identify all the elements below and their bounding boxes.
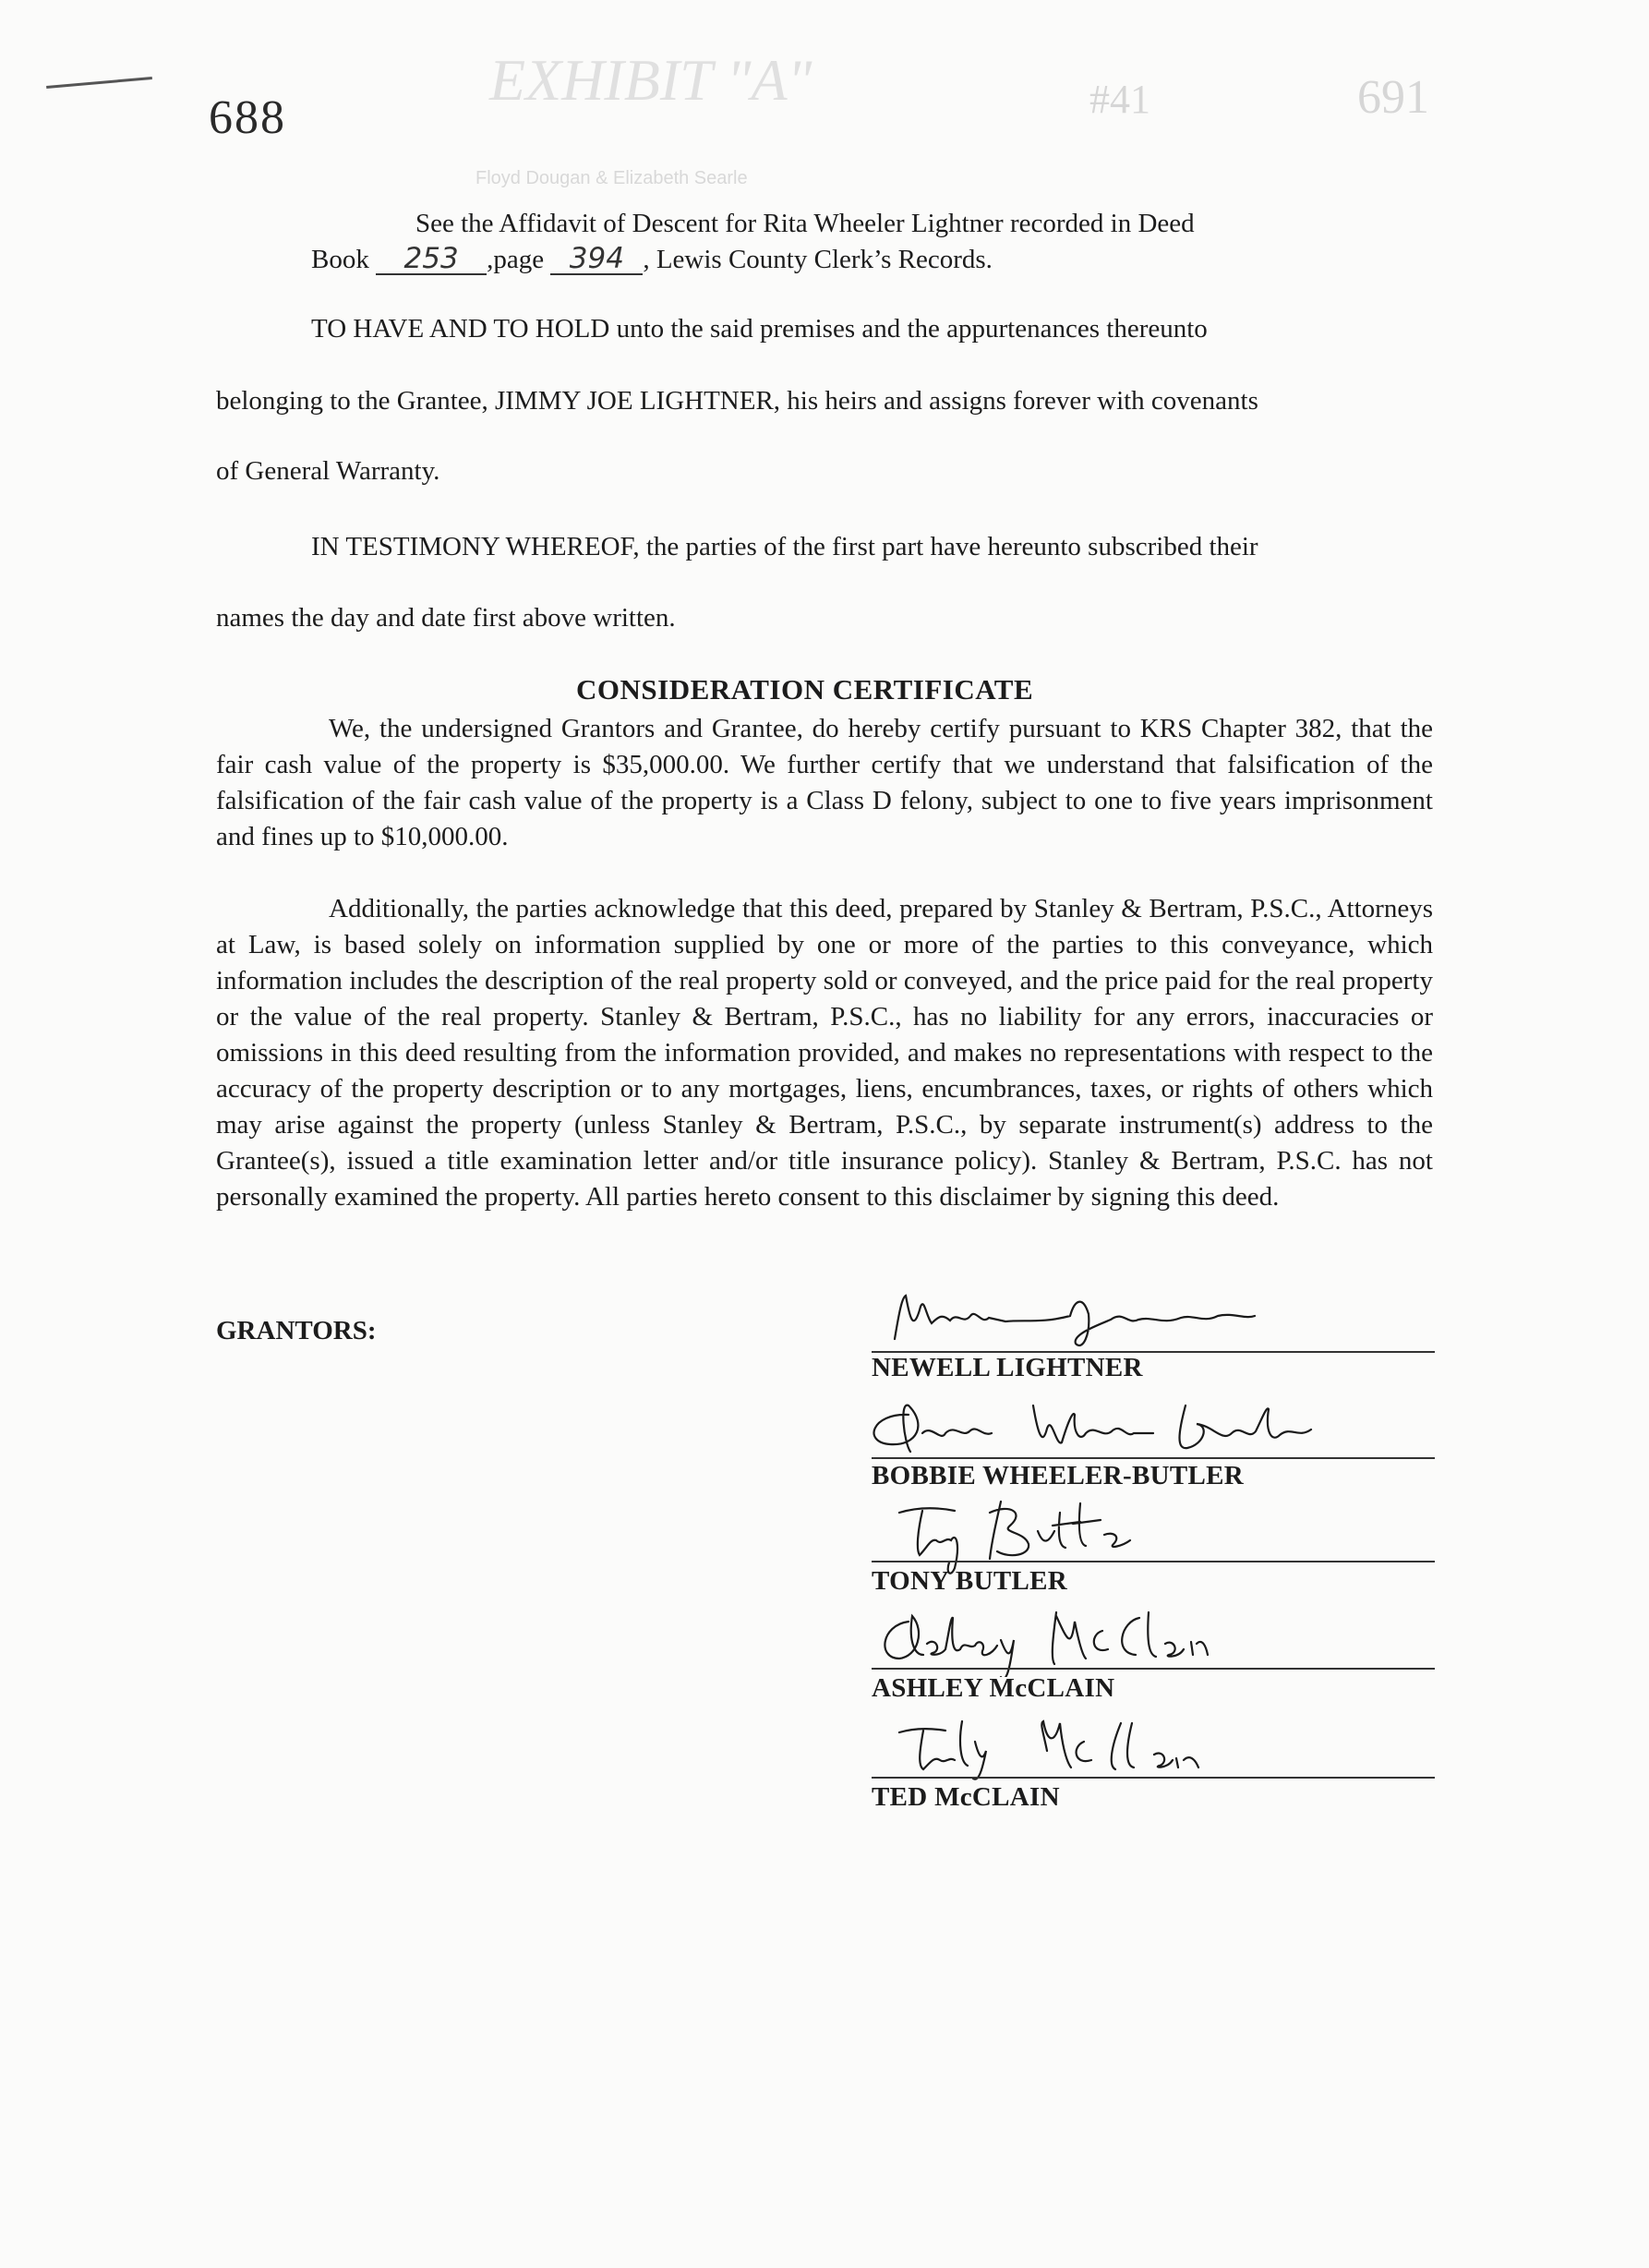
signature-line xyxy=(872,1777,1435,1779)
signature-bobbie-wheeler-butler xyxy=(853,1396,1407,1461)
margin-pen-mark xyxy=(46,77,152,89)
habendum-line-3: of General Warranty. xyxy=(216,456,440,486)
testimony-line-2: names the day and date first above written. xyxy=(216,603,676,633)
disclaimer-paragraph: Additionally, the parties acknowledge that this deed, prepared by Stanley & Bertram, P.S.C., Attorneys at Law, is based solely on information supplied by one or more of the parties to this conveyance, which information includes the description of the real property sold or conveyed, and the price paid for the real property or the value of the real property. Stanley & Bertram, P.S.C., has no liability for any errors, inaccuracies or omissions in this deed resulting from the information provided, and makes no representations with respect to the accuracy of the property description or to any mortgages, liens, encumbrances, taxes, or rights of others which may arise against the property (unless Stanley & Bertram, P.S.C., by separate instrument(s) address to the Grantee(s), issued a title examination letter and/or title insurance policy). Stanley & Bertram, P.S.C. has not personally examined the property. All parties hereto consent to this disclaimer by signing this deed. xyxy=(216,894,1433,1212)
signature-block-bobbie-wheeler-butler xyxy=(872,1396,1435,1498)
consideration-certificate-title: CONSIDERATION CERTIFICATE xyxy=(576,673,1034,706)
signatory-name: TED McCLAIN xyxy=(872,1782,1060,1812)
signature-line xyxy=(872,1457,1435,1459)
grantors-label: GRANTORS: xyxy=(216,1316,377,1345)
signature-newell-lightner xyxy=(885,1288,1273,1353)
book-prefix: Book xyxy=(311,245,369,274)
consideration-certificate-body xyxy=(216,711,1433,855)
signature-line xyxy=(872,1668,1435,1670)
signatory-name: ASHLEY McCLAIN xyxy=(872,1673,1115,1703)
affidavit-suffix: , Lewis County Clerk’s Records. xyxy=(643,245,993,274)
testimony-line-1: IN TESTIMONY WHEREOF, the parties of the first part have hereunto subscribed their xyxy=(311,532,1258,561)
bleed-through-number: #41 xyxy=(1089,77,1150,122)
page-prefix: ,page xyxy=(487,245,545,274)
bleed-through-page: 691 xyxy=(1357,71,1429,124)
signature-block-ashley-mcclain xyxy=(872,1603,1435,1705)
signature-tony-butler xyxy=(872,1494,1204,1577)
signatory-name: BOBBIE WHEELER-BUTLER xyxy=(872,1461,1245,1490)
consideration-text: We, the undersigned Grantors and Grantee, do hereby certify pursuant to KRS Chapter 382, that the fair cash value of the property is $35,000.00. We further certify that we understand that falsification of the falsification of the fair cash value of the property is a Class D felony, subject to one to five years imprisonment and fines up to $10,000.00. xyxy=(216,714,1433,851)
signature-ashley-mcclain xyxy=(872,1603,1278,1677)
habendum-line-1: TO HAVE AND TO HOLD unto the said premises and the appurtenances thereunto xyxy=(311,314,1208,344)
bleed-through-names: Floyd Dougan & Elizabeth Searle xyxy=(475,168,748,188)
page-number: 688 xyxy=(209,91,286,144)
book-number-handwritten: 253 xyxy=(376,245,487,275)
signature-block-newell-lightner xyxy=(872,1288,1435,1385)
signature-block-tony-butler xyxy=(872,1494,1435,1596)
affidavit-line-2 xyxy=(311,242,993,275)
signatory-name: NEWELL LIGHTNER xyxy=(872,1353,1143,1382)
page-number-handwritten: 394 xyxy=(550,245,643,275)
habendum-line-2: belonging to the Grantee, JIMMY JOE LIGHTNER, his heirs and assigns forever with covenants xyxy=(216,386,1258,416)
signature-block-ted-mcclain xyxy=(872,1714,1435,1816)
signatory-name: TONY BUTLER xyxy=(872,1566,1067,1596)
bleed-through-exhibit: EXHIBIT "A" xyxy=(489,47,812,113)
affidavit-line-1: See the Affidavit of Descent for Rita Wheeler Lightner recorded in Deed xyxy=(415,209,1195,238)
signature-line xyxy=(872,1561,1435,1562)
